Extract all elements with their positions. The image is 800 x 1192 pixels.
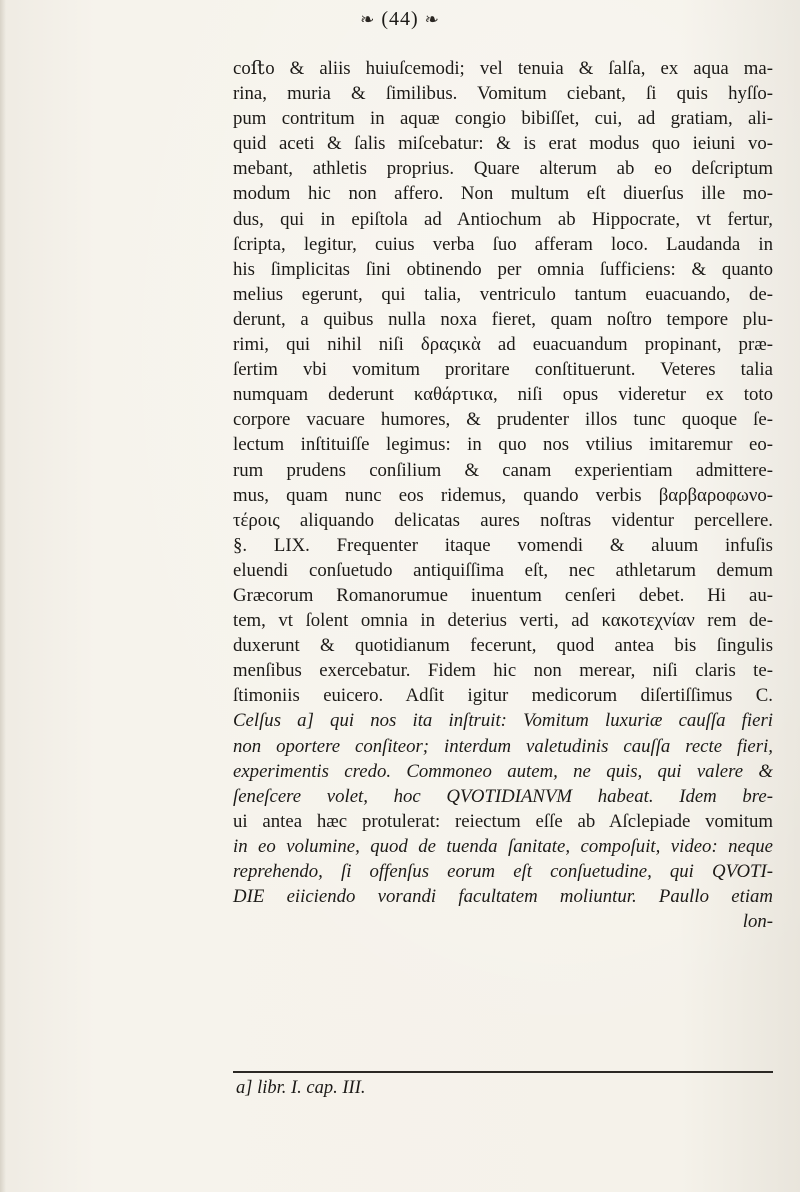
- text-line: derunt, a quibus nulla noxa fieret, quam noſtro tempore plu-: [233, 308, 773, 330]
- ornament-left-icon: ❧: [360, 10, 376, 30]
- text-line: ſcripta, legitur, cuius verba ſuo afferam loco. Laudanda in: [233, 233, 773, 255]
- text-line: ſeneſcere volet, hoc QVOTIDIANVM habeat. Idem bre-: [233, 785, 773, 807]
- text-line: his ſimplicitas ſini obtinendo per omnia ſufficiens: & quanto: [233, 258, 773, 280]
- text-line: modum hic non affero. Non multum eſt diuerſus ille mo-: [233, 183, 773, 205]
- text-line: numquam dederunt καθάρτικα, niſi opus videretur ex toto: [233, 384, 773, 406]
- text-line: experimentis credo. Commoneo autem, ne quis, qui valere &: [233, 760, 773, 782]
- text-line: melius egerunt, qui talia, ventriculo tantum euacuando, de-: [233, 283, 773, 305]
- text-line: τέροις aliquando delicatas aures noſtras videntur percellere.: [233, 509, 773, 531]
- text-line: quid aceti & ſalis miſcebatur: & is erat modus quo ieiuni vo-: [233, 133, 773, 155]
- catchword: lon-: [742, 911, 773, 933]
- text-line: corpore vacuare humores, & prudenter illos tunc quoque ſe-: [233, 409, 773, 431]
- text-line: pum contritum in aquæ congio bibiſſet, cui, ad gratiam, ali-: [233, 108, 773, 130]
- text-line: DIE eiiciendo vorandi facultatem moliuntur. Paullo etiam: [233, 886, 773, 908]
- text-line: §. LIX. Frequenter itaque vomendi & aluum infuſis: [233, 534, 773, 556]
- text-line: mus, quam nunc eos ridemus, quando verbis βαρβαροφωνο-: [233, 484, 773, 506]
- body-text: [233, 56, 773, 934]
- ornament-right-icon: ❧: [424, 10, 440, 30]
- text-line: rum prudens conſilium & canam experientiam admittere-: [233, 459, 773, 481]
- text-line: menſibus exercebatur. Fidem hic non merear, niſi claris te-: [233, 660, 773, 682]
- text-line: mebant, athletis proprius. Quare alterum ab eo deſcriptum: [233, 158, 773, 180]
- footnote: a] libr. I. cap. III.: [236, 1078, 366, 1098]
- text-line: in eo volumine, quod de tuenda ſanitate, compoſuit, video: neque: [233, 835, 773, 857]
- text-line: rina, muria & ſimilibus. Vomitum ciebant, ſi quis hyſſo-: [233, 83, 773, 105]
- text-line: lectum inſtituiſſe legimus: in quo nos vtilius imitaremur eo-: [233, 434, 773, 456]
- page-header: [0, 8, 800, 31]
- text-line: coﬅo & aliis huiuſcemodi; vel tenuia & ſalſa, ex aqua ma-: [233, 58, 773, 79]
- text-line: eluendi conſuetudo antiquiſſima eſt, nec athletarum demum: [233, 559, 773, 581]
- text-line: ſertim vbi vomitum proritare conſtituerunt. Veteres talia: [233, 359, 773, 381]
- text-line: duxerunt & quotidianum fecerunt, quod antea bis ſingulis: [233, 635, 773, 657]
- footnote-rule: [233, 1071, 773, 1073]
- text-line: reprehendo, ſi offenſus eorum eſt conſuetudine, qui QVOTI-: [233, 861, 773, 882]
- text-line: non oportere conſiteor; interdum valetudinis cauſſa recte fieri,: [233, 735, 773, 757]
- text-line: dus, qui in epiſtola ad Antiochum ab Hippocrate, vt fertur,: [233, 208, 773, 230]
- text-line: tem, vt ſolent omnia in deterius verti, ad κακοτεχνίαν rem de-: [233, 610, 773, 632]
- text-line: rimi, qui nihil niſi δραςικὰ ad euacuandum propinant, præ-: [233, 334, 773, 356]
- page-number: (44): [381, 8, 419, 30]
- text-line: ſtimoniis euicero. Adſit igitur medicorum diſertiſſimus C.: [233, 685, 773, 707]
- page-spine-shadow: [0, 0, 6, 1192]
- text-line: Græcorum Romanorumue inuentum cenſeri debet. Hi au-: [233, 584, 773, 606]
- text-line: Celſus a] qui nos ita inſtruit: Vomitum luxuriæ cauſſa fieri: [233, 710, 773, 732]
- text-line: ui antea hæc protulerat: reiectum eſſe ab Aſclepiade vomitum: [233, 810, 773, 832]
